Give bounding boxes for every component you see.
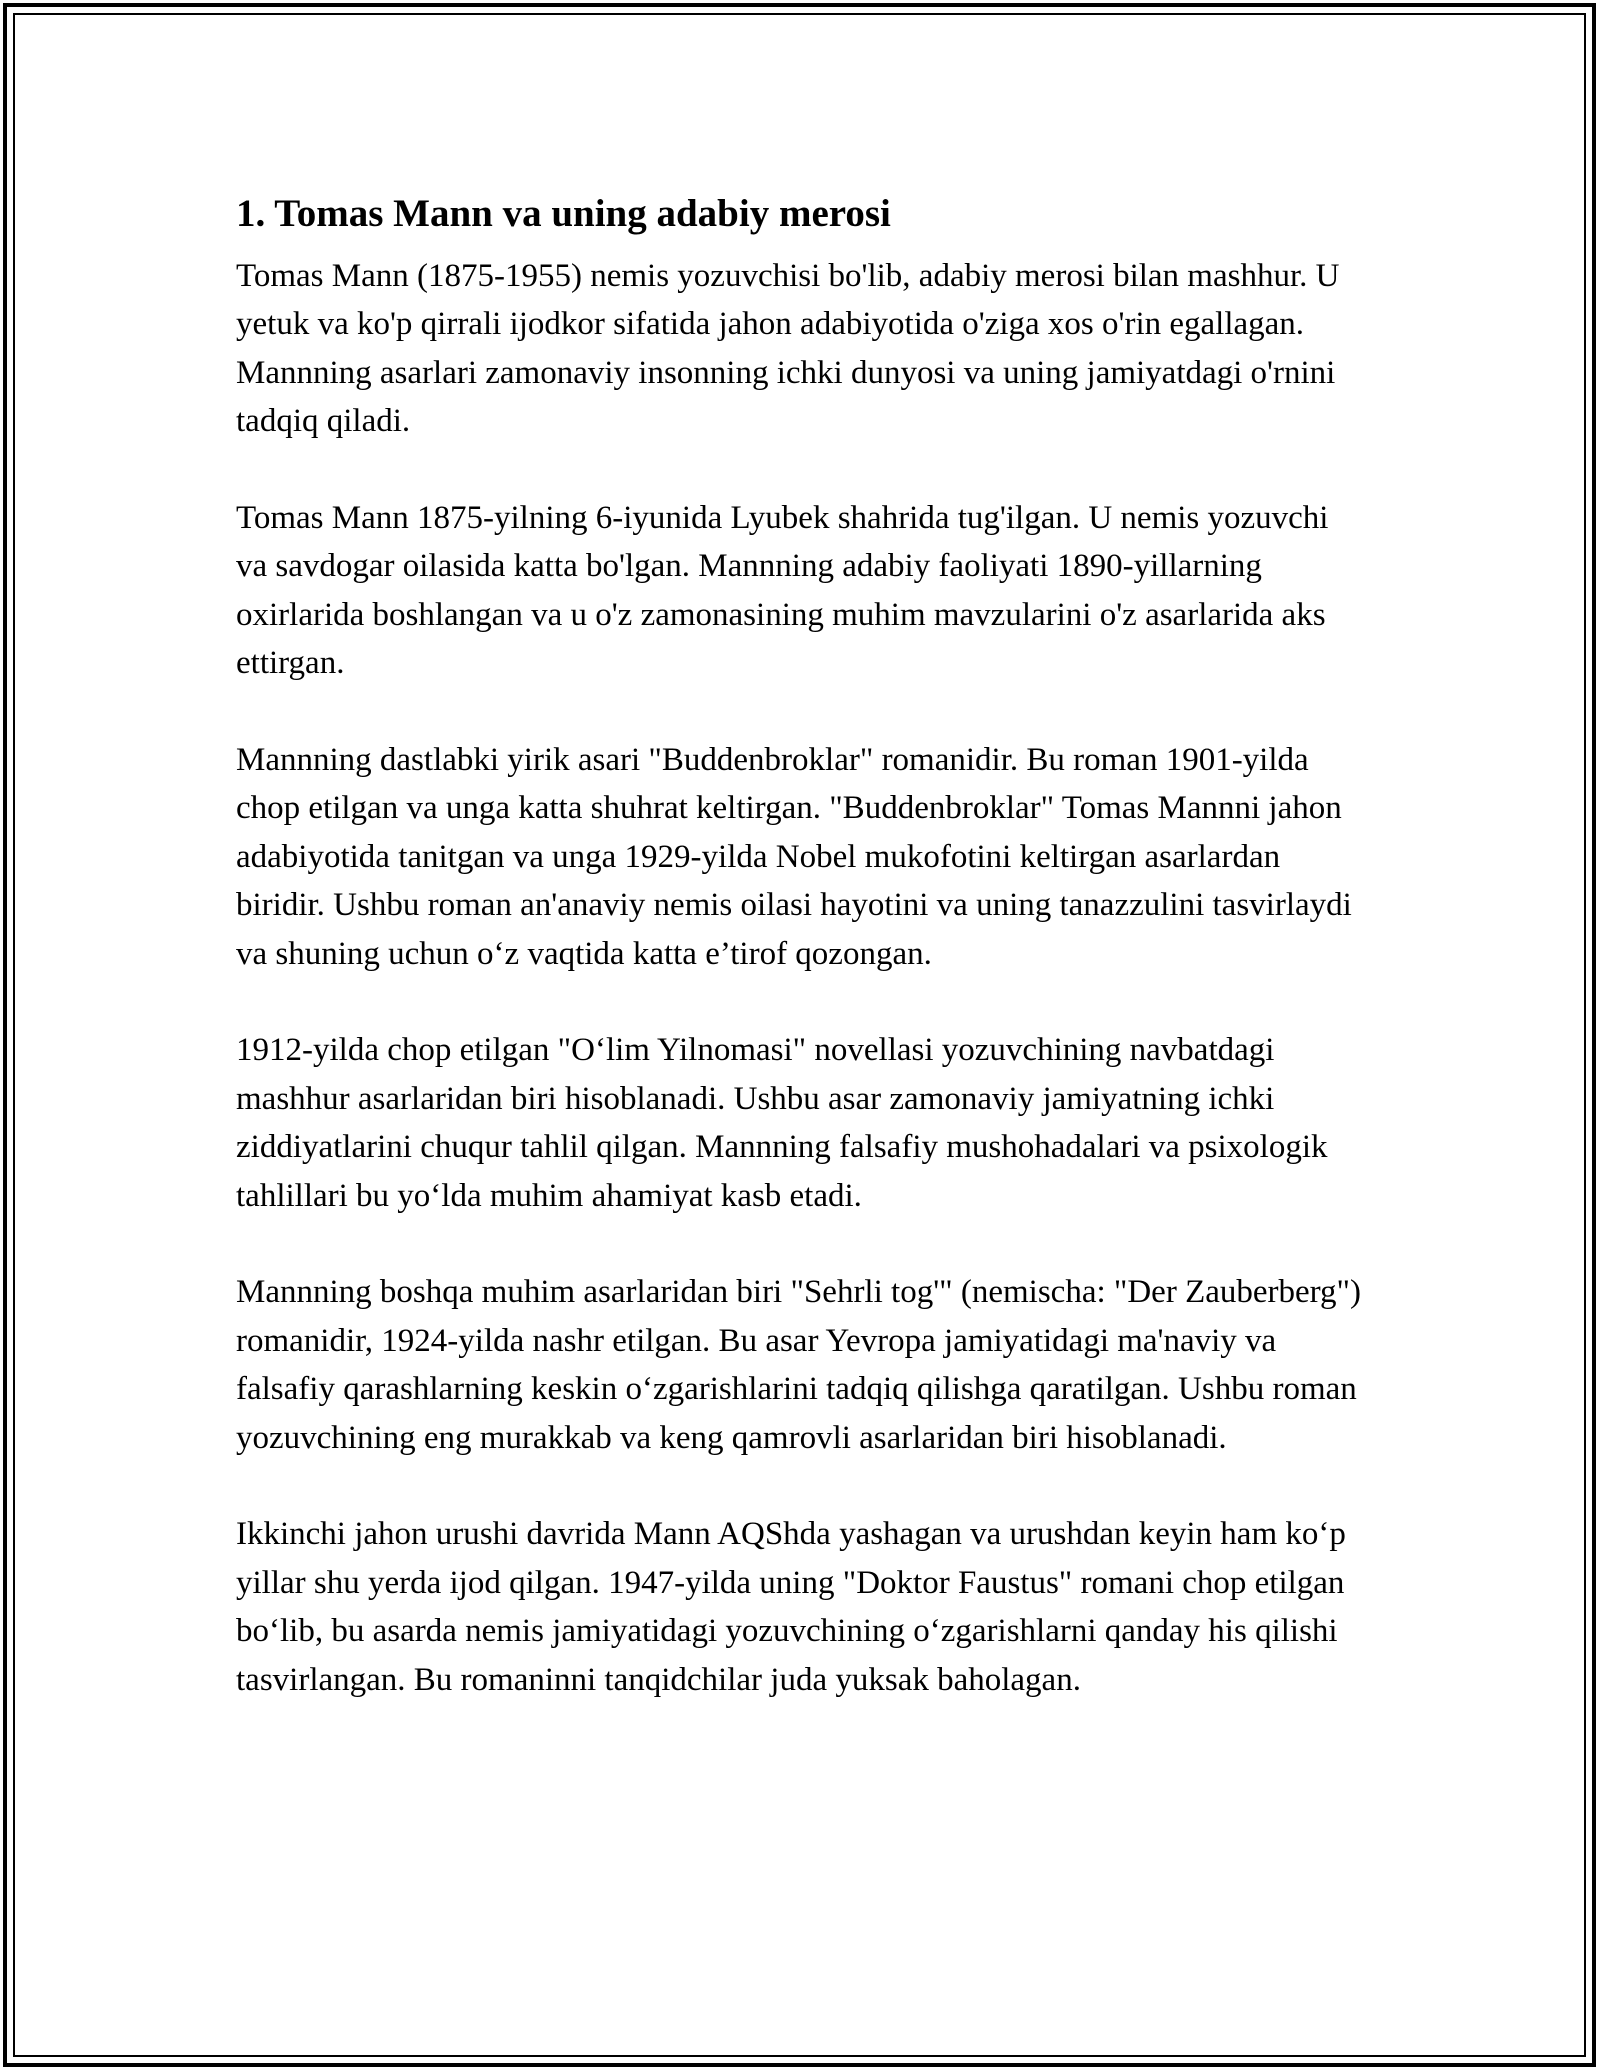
paragraph-buddenbroklar: Mannning dastlabki yirik asari "Buddenbroklar" romanidir. Bu roman 1901-yilda chop etilgan va unga katta shuhrat keltirgan. "Buddenbroklar" Tomas Mannni jahon adabiyotida tanitgan va unga 1929-yilda Nobel mukofotini keltirgan asarlardan biridir. Ushbu roman an'anaviy nemis oilasi hayotini va uning tanazzulini tasvirlaydi va shuning uchun o‘z vaqtida katta e’tirof qozongan. [236, 742, 1352, 972]
paragraph-doktor-faustus: Ikkinchi jahon urushi davrida Mann AQShda yashagan va urushdan keyin ham ko‘p yillar shu yerda ijod qilgan. 1947-yilda uning "Doktor Faustus" romani chop etilgan bo‘lib, bu asarda nemis jamiyatidagi yozuvchining o‘zgarishlarni qanday his qilishi tasvirlangan. Bu romaninni tanqidchilar juda yuksak baholagan. [236, 1516, 1346, 1698]
document-body [236, 186, 1366, 1704]
paragraph-sehrli-tog: Mannning boshqa muhim asarlaridan biri "Sehrli tog'" (nemischa: "Der Zauberberg") romanidir, 1924-yilda nashr etilgan. Bu asar Yevropa jamiyatidagi ma'naviy va falsafiy qarashlarning keskin o‘zgarishlarini tadqiq qilishga qaratilgan. Ushbu roman yozuvchining eng murakkab va keng qamrovli asarlaridan biri hisoblanadi. [236, 1274, 1362, 1456]
paragraph-biography: Tomas Mann 1875-yilning 6-iyunida Lyubek shahrida tug'ilgan. U nemis yozuvchi va savdogar oilasida katta bo'lgan. Mannning adabiy faoliyati 1890-yillarning oxirlarida boshlangan va u o'z zamonasining muhim mavzularini o'z asarlarida aks ettirgan. [236, 500, 1329, 682]
paragraph-olim-yilnomasi: 1912-yilda chop etilgan "O‘lim Yilnomasi" novellasi yozuvchining navbatdagi mashhur asarlaridan biri hisoblanadi. Ushbu asar zamonaviy jamiyatning ichki ziddiyatlarini chuqur tahlil qilgan. Mannning falsafiy mushohadalari va psixologik tahlillari bu yo‘lda muhim ahamiyat kasb etadi. [236, 1032, 1328, 1214]
paragraph-intro: Tomas Mann (1875-1955) nemis yozuvchisi bo'lib, adabiy merosi bilan mashhur. U yetuk va ko'p qirrali ijodkor sifatida jahon adabiyotida o'ziga xos o'rin egallagan. Mannning asarlari zamonaviy insonning ichki dunyosi va uning jamiyatdagi o'rnini tadqiq qiladi. [236, 258, 1340, 440]
section-heading: 1. Tomas Mann va uning adabiy merosi [236, 192, 891, 235]
